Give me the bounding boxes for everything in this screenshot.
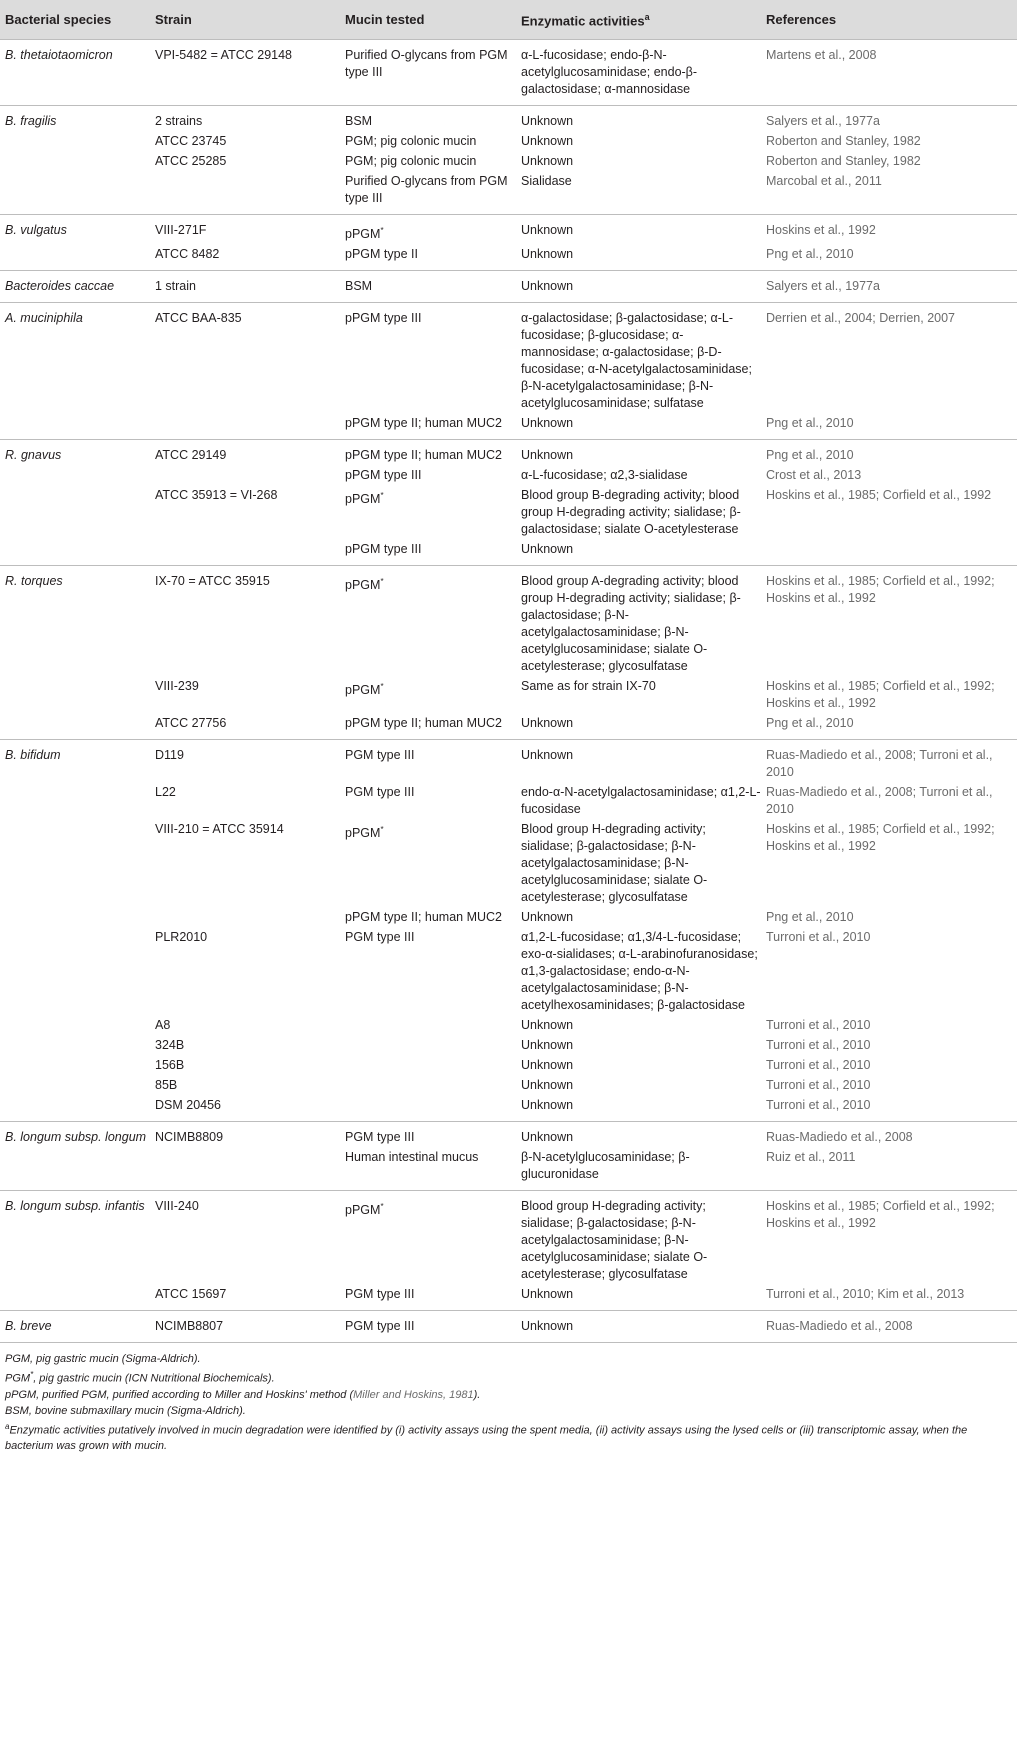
strain-cell (150, 1148, 340, 1191)
reference-cell[interactable]: Turroni et al., 2010 (766, 930, 871, 945)
table-row (0, 928, 1017, 1016)
table-row (0, 783, 1017, 820)
mucin-text: BSM (345, 114, 373, 128)
species-cell (0, 245, 150, 271)
mucin-text: pPGM (345, 1203, 381, 1218)
activities-cell: Blood group A-degrading activity; blood group H-degrading activity; sialidase; β-galactosidase; β-N-acetylgalactosaminidase; β-N-acetylglucosaminidase; sialate O-acetylesterase; glycosulfatase (521, 574, 741, 674)
reference-cell[interactable]: Ruas-Madiedo et al., 2008 (766, 1130, 913, 1145)
mucin-cell (340, 1285, 516, 1311)
reference-cell[interactable]: Derrien et al., 2004; Derrien, 2007 (766, 311, 955, 326)
mucin-text: pPGM type III (345, 468, 422, 483)
species-cell (0, 466, 150, 486)
activities-cell: Blood group H-degrading activity; sialidase; β-galactosidase; β-N-acetylgalactosaminidase; β-N-acetylglucosaminidase; sialate O-acetylesterase; glycosulfatase (521, 1199, 708, 1282)
header-enzymatic-sup: a (644, 12, 650, 23)
table-row (0, 820, 1017, 908)
table-row (0, 1285, 1017, 1311)
table-row (0, 1056, 1017, 1076)
strain-cell: 156B (155, 1058, 185, 1073)
table-row (0, 215, 1017, 245)
mucin-text: PGM type III (345, 1130, 415, 1145)
reference-cell[interactable]: Turroni et al., 2010 (766, 1058, 871, 1073)
strain-cell: L22 (155, 785, 176, 800)
strain-cell: ATCC 27756 (155, 716, 227, 731)
strain-cell: PLR2010 (155, 930, 208, 945)
reference-cell[interactable]: Martens et al., 2008 (766, 48, 877, 62)
strain-cell: VIII-239 (155, 679, 199, 694)
species-group (0, 740, 1017, 1122)
reference-cell[interactable]: Ruas-Madiedo et al., 2008 (766, 1319, 913, 1334)
table-row (0, 740, 1017, 783)
table-row (0, 1096, 1017, 1122)
reference-cell[interactable]: Png et al., 2010 (766, 910, 854, 925)
activities-cell: Unknown (521, 134, 574, 148)
species-cell: A. muciniphila (5, 311, 83, 326)
mucin-cell (340, 1191, 516, 1285)
strain-cell: 2 strains (155, 114, 203, 128)
mucin-sup: * (380, 226, 384, 235)
species-group (0, 566, 1017, 740)
species-cell (0, 486, 150, 540)
mucin-cell (340, 1122, 516, 1148)
table-row (0, 152, 1017, 172)
table-notes (0, 1343, 1017, 1454)
species-cell (0, 1096, 150, 1122)
activities-cell: Unknown (521, 223, 574, 237)
mucin-cell (340, 486, 516, 540)
table-row (0, 1076, 1017, 1096)
reference-cell[interactable]: Turroni et al., 2010; Kim et al., 2013 (766, 1287, 965, 1302)
mucin-cell (340, 245, 516, 271)
reference-cell[interactable]: Roberton and Stanley, 1982 (766, 154, 921, 168)
strain-cell: NCIMB8809 (155, 1130, 224, 1145)
species-cell (0, 1285, 150, 1311)
mucin-cell (340, 414, 516, 440)
table-row (0, 486, 1017, 540)
mucin-cell (340, 1096, 516, 1122)
species-cell (0, 540, 150, 566)
reference-cell[interactable]: Hoskins et al., 1985; Corfield et al., 1992; Hoskins et al., 1992 (766, 679, 995, 711)
table-row (0, 540, 1017, 566)
activities-cell: Blood group H-degrading activity; sialidase; β-galactosidase; β-N-acetylgalactosaminidase; β-N-acetylglucosaminidase; sialate O-acetylesterase; glycosulfatase (521, 822, 708, 905)
strain-cell: 85B (155, 1078, 178, 1093)
table-row (0, 714, 1017, 740)
mucin-text: PGM type III (345, 1319, 415, 1334)
species-cell (0, 132, 150, 152)
reference-cell[interactable]: Png et al., 2010 (766, 716, 854, 731)
species-cell (0, 1056, 150, 1076)
table-row (0, 1191, 1017, 1285)
mucin-cell (340, 132, 516, 152)
species-group (0, 215, 1017, 271)
species-cell (0, 1148, 150, 1191)
reference-cell[interactable]: Hoskins et al., 1992 (766, 223, 876, 237)
mucin-cell (340, 215, 516, 245)
strain-cell: VIII-271F (155, 223, 207, 237)
table-row (0, 1036, 1017, 1056)
species-cell: B. breve (5, 1319, 52, 1334)
species-cell: B. vulgatus (5, 223, 67, 237)
strain-cell: VIII-240 (155, 1199, 199, 1214)
mucin-sup: * (380, 825, 384, 835)
species-cell (0, 172, 150, 215)
mucin-text: pPGM type III (345, 542, 422, 557)
mucin-text: PGM; pig colonic mucin (345, 154, 477, 168)
mucin-text: PGM type III (345, 785, 415, 800)
strain-cell (150, 540, 340, 566)
table-row (0, 172, 1017, 215)
mucin-cell (340, 1036, 516, 1056)
note-ppgm (5, 1387, 1017, 1403)
activities-cell: Unknown (521, 1018, 574, 1033)
table-row (0, 1122, 1017, 1148)
species-cell: R. torques (5, 574, 63, 589)
species-cell (0, 414, 150, 440)
note-footnote-sup: a (5, 1421, 10, 1431)
table-row (0, 566, 1017, 677)
strain-cell: ATCC 23745 (155, 134, 227, 148)
table-row (0, 303, 1017, 414)
mucin-cell (340, 908, 516, 928)
header-enzymatic-label: Enzymatic activities (521, 13, 645, 29)
strain-cell (150, 172, 340, 215)
mucin-text: pPGM type III (345, 311, 422, 326)
mucin-cell (340, 566, 516, 677)
mucin-cell (340, 440, 516, 466)
reference-cell[interactable]: Turroni et al., 2010 (766, 1078, 871, 1093)
activities-cell: Unknown (521, 154, 574, 168)
species-group (0, 1191, 1017, 1311)
note-pgm-star-lead: PGM (5, 1372, 31, 1385)
strain-cell: 324B (155, 1038, 185, 1053)
mucin-sup: * (380, 682, 384, 692)
table-row (0, 414, 1017, 440)
mucin-text: Purified O-glycans from PGM type III (345, 174, 508, 205)
reference-cell[interactable]: Png et al., 2010 (766, 247, 854, 262)
reference-cell[interactable]: Ruiz et al., 2011 (766, 1150, 856, 1165)
species-group (0, 1122, 1017, 1191)
activities-cell: α1,2-L-fucosidase; α1,3/4-L-fucosidase; exo-α-sialidases; α-L-arabinofuranosidase; α1,3-galactosidase; endo-α-N-acetylgalactosaminidase; β-N-acetylhexosaminidases; β-galactosidase (521, 930, 758, 1013)
activities-cell: Unknown (521, 448, 574, 463)
mucin-text: pPGM (345, 826, 381, 841)
activities-cell: α-L-fucosidase; α2,3-sialidase (521, 468, 688, 483)
mucin-text: PGM; pig colonic mucin (345, 134, 477, 148)
activities-cell: Unknown (521, 279, 574, 294)
mucin-cell (340, 677, 516, 714)
strain-cell: VIII-210 = ATCC 35914 (155, 822, 284, 837)
activities-cell: Unknown (521, 748, 574, 763)
strain-cell: 1 strain (155, 279, 196, 294)
mucin-text: Human intestinal mucus (345, 1150, 479, 1165)
reference-cell[interactable]: Hoskins et al., 1985; Corfield et al., 1992; Hoskins et al., 1992 (766, 822, 995, 854)
note-pgm-star (5, 1367, 1017, 1387)
species-cell: B. fragilis (5, 114, 57, 128)
mucin-cell (340, 40, 516, 106)
mucin-cell (340, 466, 516, 486)
species-group (0, 1311, 1017, 1343)
mucin-cell (340, 783, 516, 820)
species-group (0, 106, 1017, 215)
mucin-text: PGM type III (345, 1287, 415, 1302)
species-cell: R. gnavus (5, 448, 62, 463)
mucin-text: pPGM type II; human MUC2 (345, 416, 503, 431)
mucin-text: pPGM (345, 578, 381, 593)
reference-cell[interactable]: Turroni et al., 2010 (766, 1018, 871, 1033)
header-mucin: Mucin tested (340, 0, 516, 40)
activities-cell: endo-α-N-acetylgalactosaminidase; α1,2-L-fucosidase (521, 785, 761, 817)
strain-cell: A8 (155, 1018, 171, 1033)
activities-cell: β-N-acetylglucosaminidase; β-glucuronidase (521, 1150, 690, 1182)
note-ppgm-text: pPGM, purified PGM, purified according to Miller and Hoskins' method ( (5, 1388, 354, 1401)
strain-cell: NCIMB8807 (155, 1319, 224, 1334)
reference-cell[interactable]: Roberton and Stanley, 1982 (766, 134, 921, 148)
mucin-text: pPGM type II (345, 247, 418, 262)
note-footnote-text: Enzymatic activities putatively involved in mucin degradation were identified by (i) activity assays using the spent media, (ii) activity assays using the lysed cells or (iii) transcriptomic assay, when the bacterium was grown with mucin. (5, 1424, 968, 1453)
activities-cell: Blood group B-degrading activity; blood group H-degrading activity; sialidase; β-galactosidase; sialate O-acetylesterase (521, 488, 741, 537)
species-cell (0, 677, 150, 714)
activities-cell: Unknown (521, 542, 574, 557)
activities-cell: Unknown (521, 910, 574, 925)
note-footnote-a (5, 1419, 1017, 1455)
reference-cell[interactable]: Crost et al., 2013 (766, 468, 862, 483)
mucin-text: pPGM (345, 227, 381, 242)
mucin-cell (340, 172, 516, 215)
mucin-cell (340, 928, 516, 1016)
mucin-text: pPGM type II; human MUC2 (345, 716, 503, 731)
species-group (0, 40, 1017, 106)
species-cell: B. longum subsp. infantis (5, 1199, 145, 1214)
mucin-text: PGM type III (345, 930, 415, 945)
mucin-cell (340, 106, 516, 132)
strain-cell (150, 414, 340, 440)
table-row (0, 1311, 1017, 1343)
header-references: References (761, 0, 1017, 40)
strain-cell: VPI-5482 = ATCC 29148 (155, 48, 293, 62)
note-pgm: PGM, pig gastric mucin (Sigma-Aldrich). (5, 1353, 201, 1366)
mucin-cell (340, 152, 516, 172)
reference-cell[interactable]: Ruas-Madiedo et al., 2008; Turroni et al., 2010 (766, 748, 993, 780)
activities-cell: Unknown (521, 1130, 574, 1145)
mucin-cell (340, 540, 516, 566)
activities-cell: Sialidase (521, 174, 572, 188)
note-pgm-star-sup: * (30, 1370, 34, 1380)
reference-cell[interactable]: Salyers et al., 1977a (766, 279, 880, 294)
note-ppgm-ref[interactable]: Miller and Hoskins, 1981 (353, 1388, 474, 1401)
table-row (0, 106, 1017, 132)
mucin-text: pPGM (345, 683, 381, 698)
mucin-sup: * (380, 577, 384, 587)
header-enzymatic (516, 0, 761, 40)
reference-cell[interactable]: Turroni et al., 2010 (766, 1038, 871, 1053)
mucin-cell (340, 820, 516, 908)
mucin-cell (340, 1076, 516, 1096)
activities-cell: Unknown (521, 416, 574, 431)
activities-cell: Unknown (521, 1098, 574, 1113)
species-group (0, 303, 1017, 440)
activities-cell: Unknown (521, 1038, 574, 1053)
table-row (0, 677, 1017, 714)
activities-cell: Unknown (521, 1058, 574, 1073)
species-cell: Bacteroides caccae (5, 279, 115, 294)
table-header (0, 0, 1017, 40)
strain-cell: ATCC 25285 (155, 154, 227, 168)
species-group (0, 440, 1017, 566)
activities-cell: Unknown (521, 114, 574, 128)
species-cell (0, 152, 150, 172)
reference-cell[interactable] (761, 540, 1017, 566)
note-bsm: BSM, bovine submaxillary mucin (Sigma-Aldrich). (5, 1404, 246, 1417)
species-cell (0, 714, 150, 740)
table-row (0, 245, 1017, 271)
table-row (0, 1016, 1017, 1036)
species-cell (0, 1036, 150, 1056)
reference-cell[interactable]: Png et al., 2010 (766, 416, 854, 431)
reference-cell[interactable]: Marcobal et al., 2011 (766, 174, 882, 188)
mucin-text: Purified O-glycans from PGM type III (345, 48, 508, 79)
mucin-cell (340, 1148, 516, 1191)
mucin-sup: * (380, 1202, 384, 1212)
note-pgm-star-rest: , pig gastric mucin (ICN Nutritional Biochemicals). (33, 1372, 275, 1385)
species-group (0, 271, 1017, 303)
activities-cell: Unknown (521, 1287, 574, 1302)
strain-cell: ATCC 29149 (155, 448, 227, 463)
mucin-cell (340, 303, 516, 414)
mucin-cell (340, 1311, 516, 1343)
reference-cell[interactable]: Salyers et al., 1977a (766, 114, 880, 128)
mucin-text: PGM type III (345, 748, 415, 763)
header-strain: Strain (150, 0, 340, 40)
species-cell (0, 1076, 150, 1096)
mucin-cell (340, 740, 516, 783)
strain-cell: ATCC 35913 = VI-268 (155, 488, 278, 503)
activities-cell: Unknown (521, 247, 574, 262)
table-row (0, 466, 1017, 486)
species-cell: B. thetaiotaomicron (5, 48, 113, 62)
mucin-cell (340, 1056, 516, 1076)
mucin-text: pPGM type II; human MUC2 (345, 448, 503, 463)
activities-cell: Same as for strain IX-70 (521, 679, 656, 694)
table-row (0, 132, 1017, 152)
reference-cell[interactable]: Hoskins et al., 1985; Corfield et al., 1992 (766, 488, 992, 503)
table-row (0, 908, 1017, 928)
table-row (0, 1148, 1017, 1191)
reference-cell[interactable]: Png et al., 2010 (766, 448, 854, 463)
strain-cell: D119 (155, 748, 184, 763)
table-row (0, 440, 1017, 466)
species-cell: B. longum subsp. longum (5, 1130, 147, 1145)
mucin-cell (340, 1016, 516, 1036)
reference-cell[interactable]: Hoskins et al., 1985; Corfield et al., 1992; Hoskins et al., 1992 (766, 1199, 995, 1231)
reference-cell[interactable]: Hoskins et al., 1985; Corfield et al., 1992; Hoskins et al., 1992 (766, 574, 995, 606)
activities-cell: Unknown (521, 716, 574, 731)
mucin-sup: * (380, 491, 384, 501)
mucin-cell (340, 271, 516, 303)
species-cell (0, 1016, 150, 1036)
activities-cell: α-L-fucosidase; endo-β-N-acetylglucosaminidase; endo-β-galactosidase; α-mannosidase (521, 48, 698, 96)
species-cell: B. bifidum (5, 748, 61, 763)
strain-cell (150, 466, 340, 486)
activities-cell: Unknown (521, 1078, 574, 1093)
strain-cell: ATCC 8482 (155, 247, 220, 262)
strain-cell: ATCC BAA-835 (155, 311, 242, 326)
mucin-text: BSM (345, 279, 373, 294)
species-cell (0, 820, 150, 908)
table-row (0, 271, 1017, 303)
activities-cell: α-galactosidase; β-galactosidase; α-L-fucosidase; β-glucosidase; α-mannosidase; α-galactosidase; β-D-fucosidase; α-N-acetylgalactosaminidase; β-N-acetylgalactosaminidase; β-N-acetylglucosaminidase; sulfatase (521, 311, 752, 411)
activities-cell: Unknown (521, 1319, 574, 1334)
mucin-text: pPGM (345, 492, 381, 507)
strain-cell (150, 908, 340, 928)
note-ppgm-end: ). (473, 1388, 481, 1401)
reference-cell[interactable]: Turroni et al., 2010 (766, 1098, 871, 1113)
header-species: Bacterial species (0, 0, 150, 40)
reference-cell[interactable]: Ruas-Madiedo et al., 2008; Turroni et al., 2010 (766, 785, 993, 817)
species-cell (0, 928, 150, 1016)
species-cell (0, 783, 150, 820)
species-cell (0, 908, 150, 928)
mucin-cell (340, 714, 516, 740)
strain-cell: DSM 20456 (155, 1098, 222, 1113)
strain-cell: ATCC 15697 (155, 1287, 227, 1302)
strain-cell: IX-70 = ATCC 35915 (155, 574, 270, 589)
table-row (0, 40, 1017, 106)
mucin-text: pPGM type II; human MUC2 (345, 910, 503, 925)
